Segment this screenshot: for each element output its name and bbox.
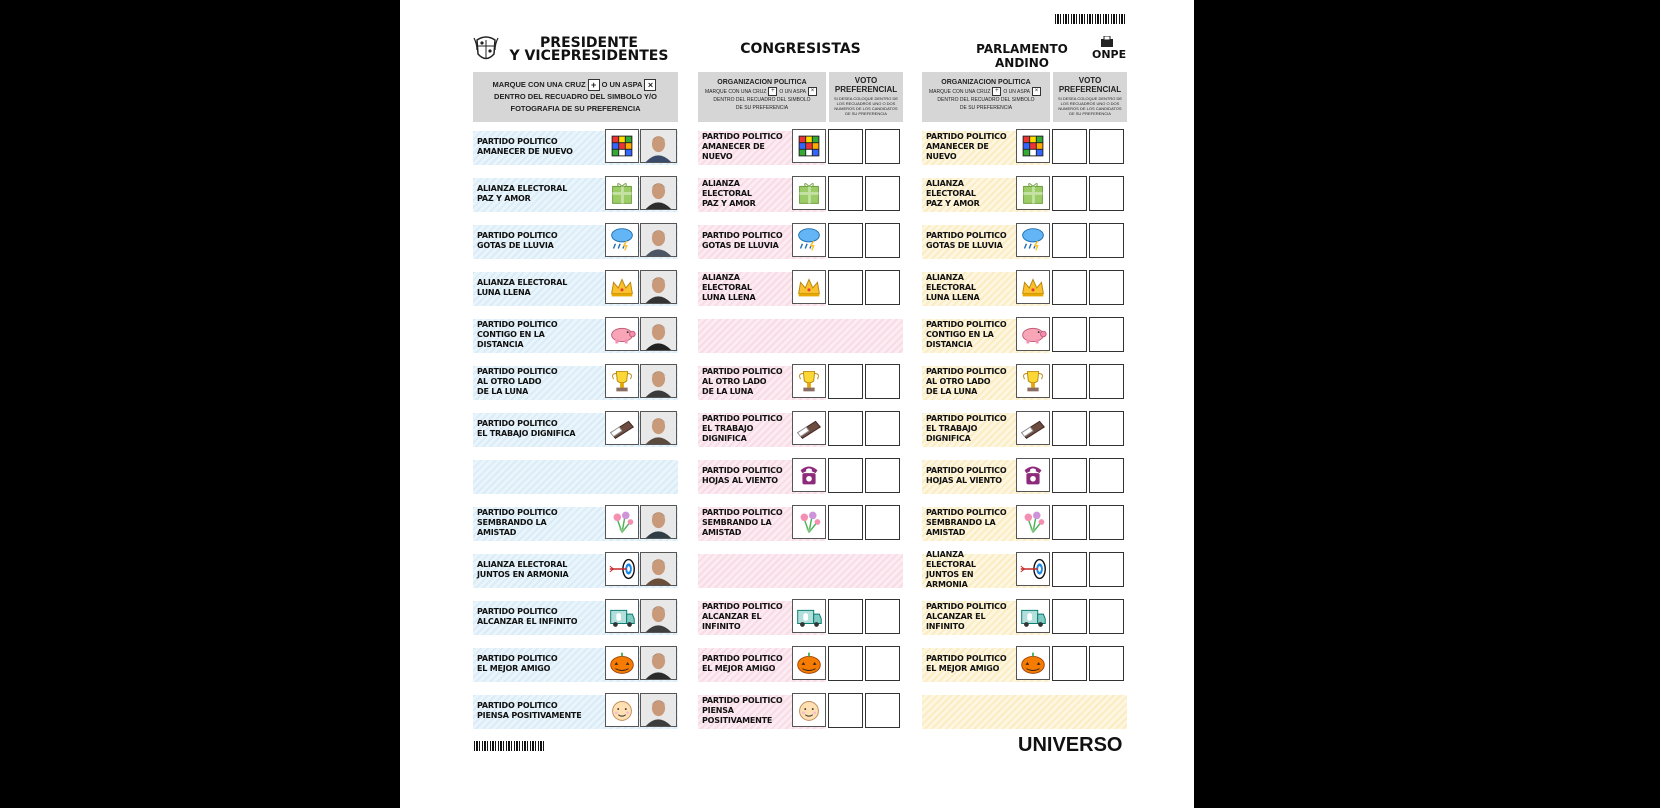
party-name [702, 129, 790, 165]
party-name [477, 176, 599, 212]
chocolate-bar-icon[interactable] [792, 411, 826, 445]
party-name-line: AL OTRO LADO [926, 377, 991, 386]
party-name-line: PARTIDO POLITICO [926, 602, 1007, 611]
preferential-vote-box-1[interactable] [1052, 505, 1087, 540]
party-name-line: ALIANZA ELECTORAL [477, 184, 568, 193]
rubik-cube-icon[interactable] [792, 129, 826, 163]
party-name-line: ALIANZA ELECTORAL [926, 179, 976, 198]
party-row [473, 505, 678, 541]
preferential-vote-box-2[interactable] [865, 364, 900, 399]
org-line2: DENTRO DEL RECUADRO DEL SIMBOLO [937, 97, 1035, 103]
party-name-line: ALCANZAR EL INFINITO [926, 612, 986, 631]
party-name-line: GOTAS DE LLUVIA [477, 241, 554, 250]
party-name-line: PIENSA POSITIVAMENTE [702, 706, 773, 725]
preferential-vote-box-2[interactable] [1089, 646, 1124, 681]
party-name-line: AMISTAD [926, 528, 966, 537]
party-name-line: ALIANZA ELECTORAL [477, 278, 568, 287]
org-line1a: MARQUE CON UNA CRUZ [929, 88, 991, 95]
chocolate-bar-icon[interactable] [1016, 411, 1050, 445]
org-line2: DENTRO DEL RECUADRO DEL SIMBOLO [713, 97, 811, 103]
party-row [698, 505, 903, 541]
party-row [473, 599, 678, 635]
party-name-line: PARTIDO POLITICO [477, 654, 558, 663]
party-name-line: LUNA LLENA [477, 288, 531, 297]
party-name [926, 599, 1014, 635]
party-name-line: PARTIDO POLITICO [477, 320, 558, 329]
party-name-line: PARTIDO POLITICO [477, 419, 558, 428]
candidate-photo[interactable] [640, 364, 677, 398]
party-name [477, 646, 599, 682]
crown-icon[interactable] [605, 270, 639, 304]
crown-icon[interactable] [792, 270, 826, 304]
party-name-line: JUNTOS EN ARMONIA [926, 570, 974, 589]
preferential-vote-box-1[interactable] [828, 646, 863, 681]
party-name-line: AL OTRO LADO [477, 377, 542, 386]
party-name-line: DE LA LUNA [926, 387, 978, 396]
candidate-photo[interactable] [640, 599, 677, 633]
party-name-line: PARTIDO POLITICO [926, 466, 1007, 475]
party-name [926, 129, 1014, 165]
party-name-line: AMANECER DE NUEVO [926, 142, 989, 161]
title-line1: CONGRESISTAS [740, 41, 861, 57]
org-header-title: ORGANIZACION POLITICA [941, 79, 1031, 86]
party-name [477, 223, 599, 259]
party-row [473, 411, 678, 447]
trophy-icon[interactable] [1016, 364, 1050, 398]
party-name-line: EL MEJOR AMIGO [477, 664, 551, 673]
voto-note: SI DESEA COLOQUE DENTRO DE LOS RECUADROS UNO O DOS NUMEROS DE LOS CANDIDATOS DE SU PREFERENCIA [833, 96, 898, 116]
party-row [922, 646, 1127, 682]
party-name-line: AMANECER DE NUEVO [702, 142, 765, 161]
party-name [702, 411, 790, 447]
party-name [702, 646, 790, 682]
cross-mark-icon: + [992, 87, 1001, 96]
party-name [477, 599, 599, 635]
party-name [926, 176, 1014, 212]
party-row [698, 411, 903, 447]
telephone-icon[interactable] [1016, 458, 1050, 492]
preferential-vote-box-1[interactable] [1052, 176, 1087, 211]
party-name [477, 364, 599, 400]
party-name-line: EL TRABAJO DIGNIFICA [702, 424, 754, 443]
instruction-line1b: O UN ASPA [601, 80, 643, 89]
party-row [473, 458, 678, 494]
preferential-vote-box-1[interactable] [1052, 364, 1087, 399]
party-name-line: GOTAS DE LLUVIA [926, 241, 1003, 250]
party-name [702, 223, 790, 259]
piggy-bank-icon[interactable] [1016, 317, 1050, 351]
candidate-photo[interactable] [640, 693, 677, 727]
party-name [477, 270, 599, 306]
party-row [698, 693, 903, 729]
org-line3: DE SU PREFERENCIA [735, 105, 789, 111]
org-line1b: O UN ASPA [779, 88, 806, 95]
target-arrow-icon[interactable] [1016, 552, 1050, 586]
party-row [698, 176, 903, 212]
instruction-line2: DENTRO DEL RECUADRO DEL SIMBOLO Y/O [494, 92, 657, 102]
rain-cloud-icon[interactable] [1016, 223, 1050, 257]
party-row [473, 176, 678, 212]
preferential-vote-box-2[interactable] [1089, 317, 1124, 352]
party-name-line: SEMBRANDO LA [477, 518, 547, 527]
party-name-line: PARTIDO POLITICO [926, 654, 1007, 663]
party-name [477, 505, 599, 541]
preferential-vote-box-2[interactable] [1089, 458, 1124, 493]
party-name [926, 364, 1014, 400]
party-name-line: PAZ Y AMOR [477, 194, 531, 203]
party-band [698, 319, 903, 353]
candidate-photo[interactable] [640, 411, 677, 445]
org-header [698, 72, 826, 122]
party-row [698, 129, 903, 165]
universo-label: UNIVERSO [1018, 734, 1123, 756]
party-name-line: DISTANCIA [926, 340, 973, 349]
party-name [477, 411, 599, 447]
party-name-line: ALIANZA ELECTORAL [926, 550, 976, 569]
party-row [922, 364, 1127, 400]
party-row [922, 458, 1127, 494]
party-row [922, 270, 1127, 306]
preferential-vote-box-2[interactable] [1089, 599, 1124, 634]
baby-face-icon[interactable] [792, 693, 826, 727]
party-name-line: PARTIDO POLITICO [702, 654, 783, 663]
cross-mark-icon: + [768, 87, 777, 96]
voto-title1: VOTO [1078, 76, 1102, 85]
party-name-line: EL TRABAJO DIGNIFICA [926, 424, 978, 443]
column-title [922, 34, 1127, 70]
instruction-line3: FOTOGRAFIA DE SU PREFERENCIA [510, 104, 641, 114]
party-name-line: PARTIDO POLITICO [926, 414, 1007, 423]
party-name-line: AMISTAD [477, 528, 517, 537]
party-name-line: PARTIDO POLITICO [477, 508, 558, 517]
party-row [698, 364, 903, 400]
preferential-vote-box-2[interactable] [1089, 176, 1124, 211]
candidate-photo[interactable] [640, 646, 677, 680]
party-name-line: DE LA LUNA [702, 387, 754, 396]
party-band [698, 554, 903, 588]
candidate-photo[interactable] [640, 129, 677, 163]
party-name-line: PARTIDO POLITICO [702, 696, 783, 705]
party-name-line: PARTIDO POLITICO [702, 231, 783, 240]
party-name-line: ALIANZA ELECTORAL [477, 560, 568, 569]
candidate-photo[interactable] [640, 176, 677, 210]
party-name-line: ALCANZAR EL INFINITO [702, 612, 762, 631]
party-row [698, 458, 903, 494]
org-header-title: ORGANIZACION POLITICA [717, 79, 807, 86]
candidate-photo[interactable] [640, 317, 677, 351]
preferential-vote-box-2[interactable] [865, 458, 900, 493]
preferential-vote-box-2[interactable] [1089, 364, 1124, 399]
party-name-line: PARTIDO POLITICO [477, 701, 558, 710]
party-name-line: PARTIDO POLITICO [702, 602, 783, 611]
preferential-vote-box-1[interactable] [1052, 129, 1087, 164]
instruction-line1a: MARQUE CON UNA CRUZ [492, 80, 586, 89]
title-line1: PRESIDENTE [540, 35, 638, 51]
voto-title2: PREFERENCIAL [834, 85, 898, 94]
party-name [926, 505, 1014, 541]
rain-cloud-icon[interactable] [605, 223, 639, 257]
rubik-cube-icon[interactable] [1016, 129, 1050, 163]
preferential-vote-box-1[interactable] [828, 270, 863, 305]
party-row [473, 646, 678, 682]
preferential-vote-box-1[interactable] [1052, 270, 1087, 305]
preferential-vote-box-2[interactable] [1089, 411, 1124, 446]
party-row [922, 317, 1127, 353]
candidate-photo[interactable] [640, 270, 677, 304]
party-row [922, 129, 1127, 165]
party-name-line: LUNA LLENA [926, 293, 980, 302]
ambulance-icon[interactable] [792, 599, 826, 633]
preferential-vote-box-2[interactable] [865, 599, 900, 634]
party-name-line: PARTIDO POLITICO [702, 414, 783, 423]
preferential-vote-box-2[interactable] [1089, 129, 1124, 164]
title-line2: Y VICEPRESIDENTES [509, 48, 669, 64]
party-name-line: ALIANZA ELECTORAL [702, 179, 752, 198]
party-band [473, 460, 678, 494]
preferential-vote-box-1[interactable] [828, 176, 863, 211]
party-name-line: PARTIDO POLITICO [926, 320, 1007, 329]
party-name-line: EL TRABAJO DIGNIFICA [477, 429, 576, 438]
pumpkin-icon[interactable] [605, 646, 639, 680]
party-name-line: CONTIGO EN LA [477, 330, 545, 339]
party-name-line: AMISTAD [702, 528, 742, 537]
party-row [698, 223, 903, 259]
party-row [473, 364, 678, 400]
party-name-line: ALIANZA ELECTORAL [702, 273, 752, 292]
onpe-logo [1092, 36, 1126, 64]
party-name-line: PARTIDO POLITICO [702, 367, 783, 376]
party-name-line: ALIANZA ELECTORAL [926, 273, 976, 292]
party-name-line: AMANECER DE NUEVO [477, 147, 573, 156]
party-name-line: DE LA LUNA [477, 387, 529, 396]
preferential-vote-box-2[interactable] [865, 693, 900, 728]
preferential-vote-box-1[interactable] [828, 599, 863, 634]
piggy-bank-icon[interactable] [605, 317, 639, 351]
rubik-cube-icon[interactable] [605, 129, 639, 163]
party-row [698, 270, 903, 306]
party-name [477, 317, 599, 353]
preferential-vote-box-2[interactable] [1089, 552, 1124, 587]
x-mark-icon: × [1032, 87, 1041, 96]
telephone-icon[interactable] [792, 458, 826, 492]
party-name [926, 646, 1014, 682]
ballot-sheet [400, 0, 1194, 808]
party-name-line: PAZ Y AMOR [926, 199, 980, 208]
candidate-photo[interactable] [640, 223, 677, 257]
pumpkin-icon[interactable] [792, 646, 826, 680]
party-name-line: EL MEJOR AMIGO [702, 664, 776, 673]
preferential-vote-box-2[interactable] [1089, 505, 1124, 540]
flower-bouquet-icon[interactable] [605, 505, 639, 539]
party-name [477, 693, 599, 729]
party-name-line: PAZ Y AMOR [702, 199, 756, 208]
party-name-line: PARTIDO POLITICO [702, 508, 783, 517]
party-row [698, 317, 903, 353]
party-name-line: DISTANCIA [477, 340, 524, 349]
cross-mark-icon: + [588, 79, 600, 91]
party-name [926, 411, 1014, 447]
org-line1b: O UN ASPA [1003, 88, 1030, 95]
party-name-line: JUNTOS EN ARMONIA [477, 570, 569, 579]
party-name-line: SEMBRANDO LA [702, 518, 772, 527]
party-row [473, 270, 678, 306]
party-name [702, 458, 790, 494]
party-row [473, 552, 678, 588]
voto-title1: VOTO [854, 76, 878, 85]
preferential-vote-box-2[interactable] [865, 176, 900, 211]
preferential-vote-box-2[interactable] [1089, 223, 1124, 258]
preferential-vote-box-1[interactable] [1052, 599, 1087, 634]
chocolate-bar-icon[interactable] [605, 411, 639, 445]
preferential-vote-box-2[interactable] [865, 270, 900, 305]
preferential-vote-box-1[interactable] [828, 129, 863, 164]
party-name [926, 223, 1014, 259]
preferential-vote-box-2[interactable] [865, 411, 900, 446]
crown-icon[interactable] [1016, 270, 1050, 304]
voto-header [829, 72, 903, 122]
party-name-line: HOJAS AL VIENTO [926, 476, 1002, 485]
party-name-line: PARTIDO POLITICO [477, 607, 558, 616]
column-title [473, 34, 678, 64]
party-name-line: PARTIDO POLITICO [477, 367, 558, 376]
org-header [922, 72, 1050, 122]
preferential-vote-box-2[interactable] [865, 129, 900, 164]
party-name-line: SEMBRANDO LA [926, 518, 996, 527]
coat-of-arms-icon [473, 34, 499, 64]
party-name [926, 270, 1014, 306]
party-row [922, 411, 1127, 447]
party-name [926, 458, 1014, 494]
party-row [922, 176, 1127, 212]
party-name-line: PIENSA POSITIVAMENTE [477, 711, 582, 720]
voto-note: SI DESEA COLOQUE DENTRO DE LOS RECUADROS UNO O DOS NUMEROS DE LOS CANDIDATOS DE SU PREFERENCIA [1057, 96, 1122, 116]
pumpkin-icon[interactable] [1016, 646, 1050, 680]
x-mark-icon: × [644, 79, 656, 91]
party-name-line: PARTIDO POLITICO [477, 231, 558, 240]
trophy-icon[interactable] [605, 364, 639, 398]
ambulance-icon[interactable] [1016, 599, 1050, 633]
party-row [698, 552, 903, 588]
preferential-vote-box-1[interactable] [1052, 458, 1087, 493]
party-row [922, 505, 1127, 541]
instruction-header [473, 72, 678, 122]
party-name-line: PARTIDO POLITICO [926, 132, 1007, 141]
party-row [473, 223, 678, 259]
gift-icon[interactable] [792, 176, 826, 210]
preferential-vote-box-2[interactable] [865, 223, 900, 258]
party-name [477, 129, 599, 165]
party-name [702, 599, 790, 635]
column-title [698, 34, 903, 64]
party-name-line: PARTIDO POLITICO [926, 508, 1007, 517]
party-row [473, 317, 678, 353]
gift-icon[interactable] [1016, 176, 1050, 210]
party-name [702, 364, 790, 400]
party-row [473, 129, 678, 165]
ambulance-icon[interactable] [605, 599, 639, 633]
preferential-vote-box-2[interactable] [1089, 270, 1124, 305]
rain-cloud-icon[interactable] [792, 223, 826, 257]
party-name [702, 693, 790, 729]
party-name-line: PARTIDO POLITICO [477, 137, 558, 146]
party-row [922, 223, 1127, 259]
instruction-header [698, 72, 903, 122]
preferential-vote-box-1[interactable] [828, 458, 863, 493]
flower-bouquet-icon[interactable] [1016, 505, 1050, 539]
party-row [922, 599, 1127, 635]
preferential-vote-box-1[interactable] [828, 693, 863, 728]
title-line1: PARLAMENTO ANDINO [976, 42, 1068, 70]
preferential-vote-box-1[interactable] [1052, 552, 1087, 587]
party-name-line: PARTIDO POLITICO [926, 231, 1007, 240]
preferential-vote-box-1[interactable] [1052, 646, 1087, 681]
preferential-vote-box-1[interactable] [828, 223, 863, 258]
party-row [473, 693, 678, 729]
voto-title2: PREFERENCIAL [1058, 85, 1122, 94]
party-name-line: ALCANZAR EL INFINITO [477, 617, 578, 626]
candidate-photo[interactable] [640, 552, 677, 586]
party-name [702, 176, 790, 212]
party-name [702, 505, 790, 541]
party-row [922, 693, 1127, 729]
party-name-line: AL OTRO LADO [702, 377, 767, 386]
party-row [698, 646, 903, 682]
x-mark-icon: × [808, 87, 817, 96]
org-line3: DE SU PREFERENCIA [959, 105, 1013, 111]
party-name-line: HOJAS AL VIENTO [702, 476, 778, 485]
onpe-logo-text: ONPE [1092, 48, 1127, 61]
preferential-vote-box-2[interactable] [865, 505, 900, 540]
party-band [922, 695, 1127, 729]
org-line1a: MARQUE CON UNA CRUZ [705, 88, 767, 95]
party-row [922, 552, 1127, 588]
party-row [698, 599, 903, 635]
party-name-line: PARTIDO POLITICO [702, 132, 783, 141]
target-arrow-icon[interactable] [605, 552, 639, 586]
flower-bouquet-icon[interactable] [792, 505, 826, 539]
party-name [702, 270, 790, 306]
preferential-vote-box-1[interactable] [1052, 411, 1087, 446]
party-name-line: PARTIDO POLITICO [926, 367, 1007, 376]
ballot-box-icon [1100, 36, 1114, 48]
party-name [926, 552, 1014, 588]
preferential-vote-box-1[interactable] [1052, 317, 1087, 352]
party-name [926, 317, 1014, 353]
party-name-line: GOTAS DE LLUVIA [702, 241, 779, 250]
party-name-line: CONTIGO EN LA [926, 330, 994, 339]
party-name-line: LUNA LLENA [702, 293, 756, 302]
preferential-vote-box-1[interactable] [828, 364, 863, 399]
party-name-line: EL MEJOR AMIGO [926, 664, 1000, 673]
party-name-line: PARTIDO POLITICO [702, 466, 783, 475]
voto-header [1053, 72, 1127, 122]
barcode-top [1055, 14, 1127, 24]
preferential-vote-box-1[interactable] [1052, 223, 1087, 258]
trophy-icon[interactable] [792, 364, 826, 398]
baby-face-icon[interactable] [605, 693, 639, 727]
gift-icon[interactable] [605, 176, 639, 210]
preferential-vote-box-1[interactable] [828, 411, 863, 446]
preferential-vote-box-2[interactable] [865, 646, 900, 681]
instruction-header [922, 72, 1127, 122]
candidate-photo[interactable] [640, 505, 677, 539]
party-name [477, 552, 599, 588]
barcode-bottom [474, 741, 546, 751]
preferential-vote-box-1[interactable] [828, 505, 863, 540]
